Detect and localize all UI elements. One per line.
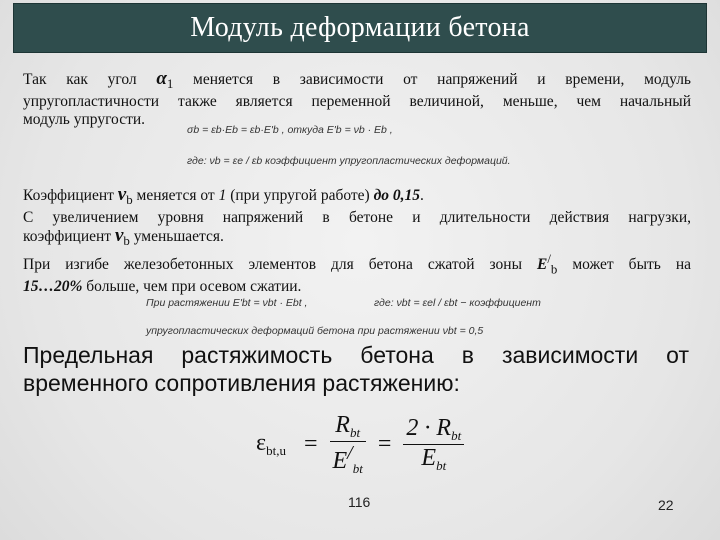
page-number: 22 — [658, 497, 674, 513]
coef-line-2: С увеличением уровня напряжений в бетоне и длительности действия нагрузки, — [23, 209, 691, 227]
title-bar — [13, 3, 707, 53]
reference-number: 116 — [348, 494, 371, 510]
coef-line-4: При изгибе железобетонных элементов для бетона сжатой зоны $E^/_b$ может быть на — [23, 251, 691, 277]
ultimate-extensibility-text — [23, 341, 689, 397]
formula-tension-where: где: νbt = εel / εbt − коэффициент — [374, 297, 541, 309]
slide-title: Модуль деформации бетона — [190, 12, 530, 43]
paragraph-coefficient — [23, 186, 691, 296]
formula-stress-relation: σb = εb·Eb = εb·E'b , откуда E'b = νb · Eb , — [187, 124, 393, 136]
intro-line-3: модуль упругости. — [23, 111, 146, 129]
coef-line-1: Коэффициент $\nu_b$ меняется от 1 (при упругой работе) до 0,15. — [23, 184, 424, 208]
intro-line-2: упругопластичности также является переменной величиной, меньше, чем начальный — [23, 93, 691, 111]
coef-line-5: 15…20% больше, чем при осевом сжатии. — [23, 278, 302, 296]
nu-symbol: ν — [114, 225, 124, 247]
coef-line-3: коэффициент $\nu_b$ уменьшается. — [23, 225, 224, 249]
formula-tension-coefficient: упругопластических деформаций бетона при растяжении νbt = 0,5 — [146, 325, 484, 337]
formula-nu-definition: где: νb = εe / εb коэффициент упругопластических деформаций. — [187, 155, 511, 167]
paragraph-intro — [23, 70, 691, 129]
fraction-2: $\frac{2 \cdot R_{bt}}{E_{bt}}$ — [403, 415, 464, 474]
big-text-line-1: Предельная растяжимость бетона в зависимости от — [23, 342, 689, 368]
nu-symbol: ν — [117, 184, 127, 205]
fraction-1: $\frac{R_{bt}}{E^/_{bt}}$ — [330, 412, 366, 477]
formula-tension-relation: При растяжении E'bt = νbt · Ebt , — [146, 297, 308, 309]
intro-line-1: Так как угол $\alpha_1$ меняется в зависимости от напряжений и времени, модуль — [23, 68, 691, 92]
alpha-symbol: α — [156, 68, 167, 89]
ultimate-strain-formula: $\varepsilon_{bt,u}$ = $\frac{R_{bt}}{E^/_{bt}}$ = $\frac{2 \cdot R_{bt}}{E_{bt}}$ — [250, 412, 464, 477]
big-text-line-2: временного сопротивления растяжению: — [23, 370, 460, 396]
